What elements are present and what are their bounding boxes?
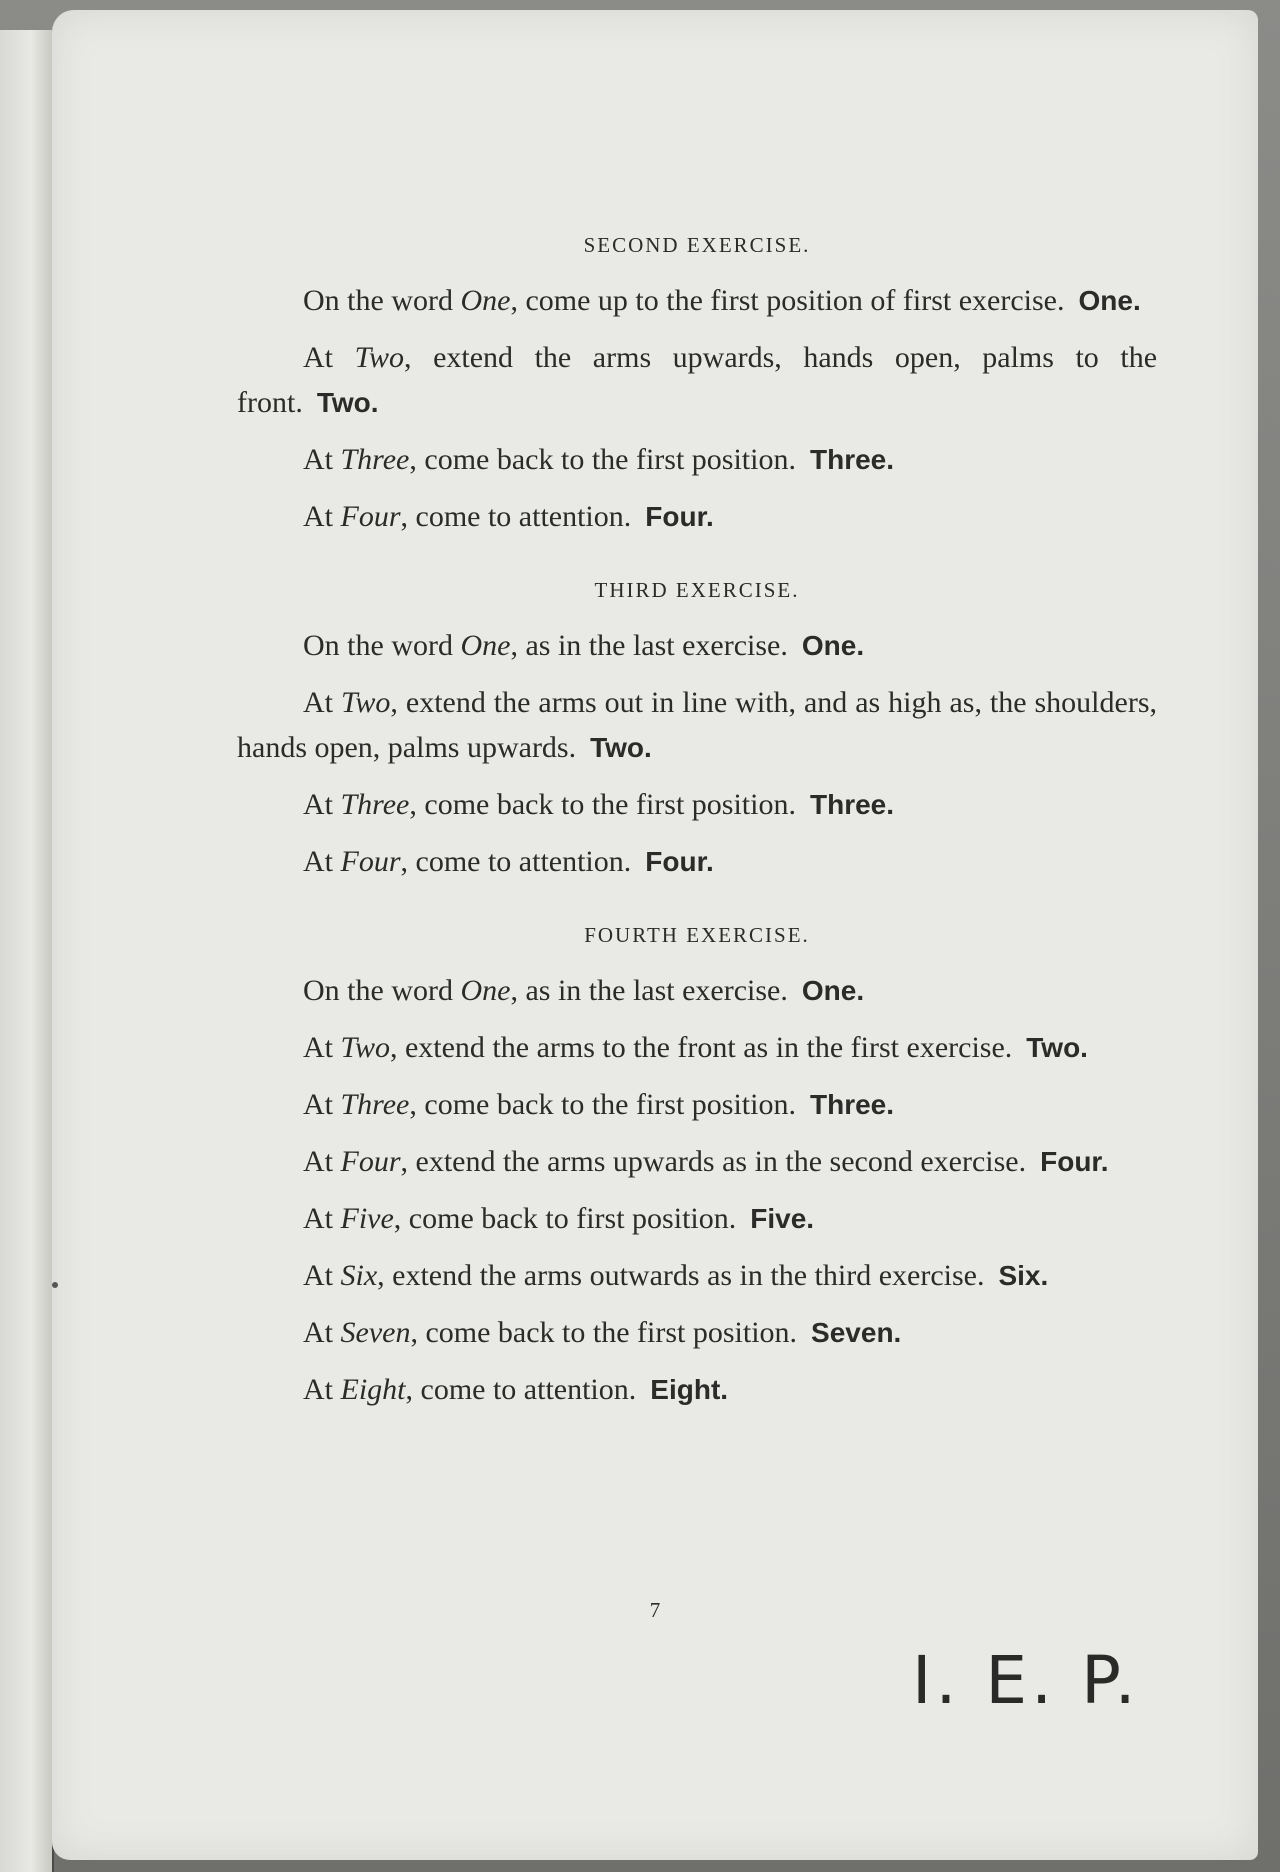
command-word: Two. xyxy=(316,387,379,418)
exercise-section xyxy=(237,230,1157,539)
instruction-paragraph xyxy=(237,1196,1157,1241)
count-word: Four xyxy=(340,845,401,878)
section-heading: SECOND EXERCISE. xyxy=(583,233,811,257)
page-text xyxy=(237,230,1157,1448)
instruction-text: At xyxy=(303,500,341,533)
instruction-text: , come to attention. xyxy=(405,1373,637,1406)
instruction-text: , extend the arms upwards, hands open, palms to the front. xyxy=(237,341,1158,419)
instruction-paragraph xyxy=(237,1082,1157,1127)
section-heading: THIRD EXERCISE. xyxy=(594,578,800,602)
instruction-paragraph xyxy=(237,782,1157,827)
count-word: Seven xyxy=(340,1316,411,1349)
page-speck xyxy=(52,1282,58,1288)
count-word: Three xyxy=(340,1088,410,1121)
instruction-paragraph xyxy=(237,839,1157,884)
count-word: Three xyxy=(340,788,410,821)
book-page xyxy=(52,10,1258,1860)
instruction-text: At xyxy=(303,686,341,719)
count-word: Two xyxy=(340,686,391,719)
command-word: Four. xyxy=(645,846,714,877)
instruction-text: , extend the arms out in line with, and as high as, the shoulders, hands open, palms upwards. xyxy=(237,686,1157,764)
instruction-text: At xyxy=(303,1373,341,1406)
instruction-text: At xyxy=(303,1145,341,1178)
command-word: One. xyxy=(801,630,865,661)
instruction-text: At xyxy=(303,1088,341,1121)
instruction-paragraph xyxy=(237,494,1157,539)
instruction-text: , come back to first position. xyxy=(393,1202,737,1235)
instruction-text: At xyxy=(303,1316,341,1349)
instruction-paragraph xyxy=(237,968,1157,1013)
command-word: Four. xyxy=(1040,1146,1109,1177)
instruction-text: At xyxy=(303,788,341,821)
instruction-paragraph xyxy=(237,1310,1157,1355)
instruction-text: , come up to the first position of first exercise. xyxy=(510,284,1065,317)
instruction-paragraph xyxy=(237,335,1157,425)
command-word: Six. xyxy=(998,1260,1049,1291)
instruction-paragraph xyxy=(237,680,1157,770)
count-word: Four xyxy=(340,500,401,533)
instruction-text: , extend the arms upwards as in the second exercise. xyxy=(400,1145,1027,1178)
instruction-text: At xyxy=(303,1259,341,1292)
command-word: Seven. xyxy=(811,1317,902,1348)
command-word: Five. xyxy=(750,1203,815,1234)
command-word: Two. xyxy=(1026,1032,1088,1063)
instruction-text: At xyxy=(303,443,341,476)
instruction-text: , come back to the first position. xyxy=(409,788,796,821)
instruction-paragraph xyxy=(237,437,1157,482)
instruction-paragraph xyxy=(237,623,1157,668)
exercise-section xyxy=(237,920,1157,1412)
command-word: Three. xyxy=(809,1089,895,1120)
instruction-paragraph xyxy=(237,1367,1157,1412)
count-word: One xyxy=(460,974,511,1007)
count-word: Six xyxy=(340,1259,378,1292)
instruction-paragraph xyxy=(237,278,1157,323)
instruction-text: , as in the last exercise. xyxy=(510,974,788,1007)
command-word: One. xyxy=(801,975,865,1006)
count-word: Five xyxy=(340,1202,394,1235)
page-number: 7 xyxy=(649,1598,661,1622)
count-word: Two xyxy=(340,1031,390,1064)
instruction-text: , as in the last exercise. xyxy=(510,629,788,662)
count-word: Eight xyxy=(340,1373,406,1406)
count-word: One xyxy=(460,284,511,317)
instruction-paragraph xyxy=(237,1139,1157,1184)
command-word: Eight. xyxy=(650,1374,729,1405)
instruction-text: On the word xyxy=(303,284,461,317)
instruction-text: At xyxy=(303,1031,341,1064)
command-word: Three. xyxy=(809,444,895,475)
section-heading: FOURTH EXERCISE. xyxy=(584,923,810,947)
instruction-text: On the word xyxy=(303,629,461,662)
instruction-paragraph xyxy=(237,1253,1157,1298)
command-word: Four. xyxy=(645,501,714,532)
count-word: Three xyxy=(340,443,410,476)
instruction-text: On the word xyxy=(303,974,461,1007)
instruction-text: , come back to the first position. xyxy=(409,443,796,476)
handwritten-stamp: I. E. P. xyxy=(912,1642,1140,1719)
previous-page-edge xyxy=(0,30,54,1872)
instruction-text: , come back to the first position. xyxy=(409,1088,796,1121)
instruction-text: , come back to the first position. xyxy=(410,1316,798,1349)
instruction-paragraph xyxy=(237,1025,1157,1070)
instruction-text: , extend the arms outwards as in the third exercise. xyxy=(377,1259,985,1292)
count-word: Four xyxy=(340,1145,401,1178)
instruction-text: At xyxy=(303,1202,341,1235)
command-word: Two. xyxy=(590,732,652,763)
instruction-text: , come to attention. xyxy=(400,500,632,533)
instruction-text: , extend the arms to the front as in the first exercise. xyxy=(389,1031,1013,1064)
instruction-text: At xyxy=(303,845,341,878)
instruction-text: At xyxy=(303,341,355,374)
command-word: One. xyxy=(1078,285,1141,316)
command-word: Three. xyxy=(809,789,895,820)
instruction-text: , come to attention. xyxy=(400,845,632,878)
count-word: One xyxy=(460,629,511,662)
count-word: Two xyxy=(354,341,405,374)
exercise-section xyxy=(237,575,1157,884)
